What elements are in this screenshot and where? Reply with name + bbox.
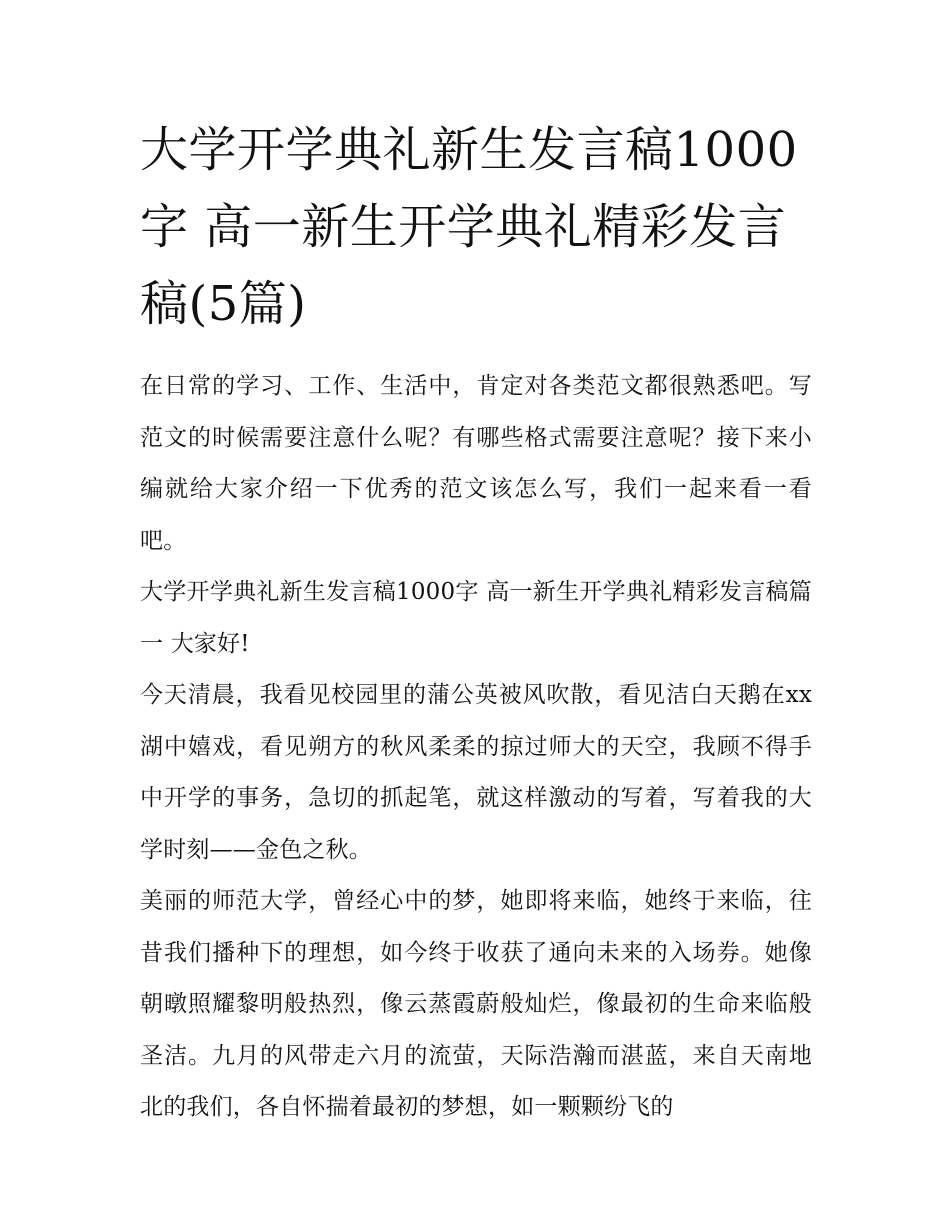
document-title: 大学开学典礼新生发言稿1000字 高一新生开学典礼精彩发言稿(5篇) <box>140 122 798 332</box>
body-paragraph: 美丽的师范大学，曾经心中的梦，她即将来临，她终于来临，往昔我们播种下的理想，如今终于收获了通向未来的入场券。她像朝暾照耀黎明般热烈，像云蒸霞蔚般灿烂，像最初的生命来临般圣洁。九月的风带走六月的流萤，天际浩瀚而湛蓝，来自天南地北的我们，各自怀揣着最初的梦想，如一颗颗纷飞的 <box>140 888 812 1120</box>
document-page <box>140 112 812 1134</box>
document-body <box>140 361 812 1134</box>
intro-paragraph: 在日常的学习、工作、生活中，肯定对各类范文都很熟悉吧。写范文的时候需要注意什么呢？有哪些格式需要注意呢？接下来小编就给大家介绍一下优秀的范文该怎么写，我们一起来看一看吧。 <box>140 373 812 554</box>
body-paragraph: 今天清晨，我看见校园里的蒲公英被风吹散，看见洁白天鹅在xx湖中嬉戏，看见朔方的秋风柔柔的掠过师大的天空，我顾不得手中开学的事务，急切的抓起笔，就这样激动的写着，写着我的大学时刻——金色之秋。 <box>140 682 812 863</box>
section-heading-paragraph: 大学开学典礼新生发言稿1000字 高一新生开学典礼精彩发言稿篇一 大家好! <box>140 579 812 657</box>
